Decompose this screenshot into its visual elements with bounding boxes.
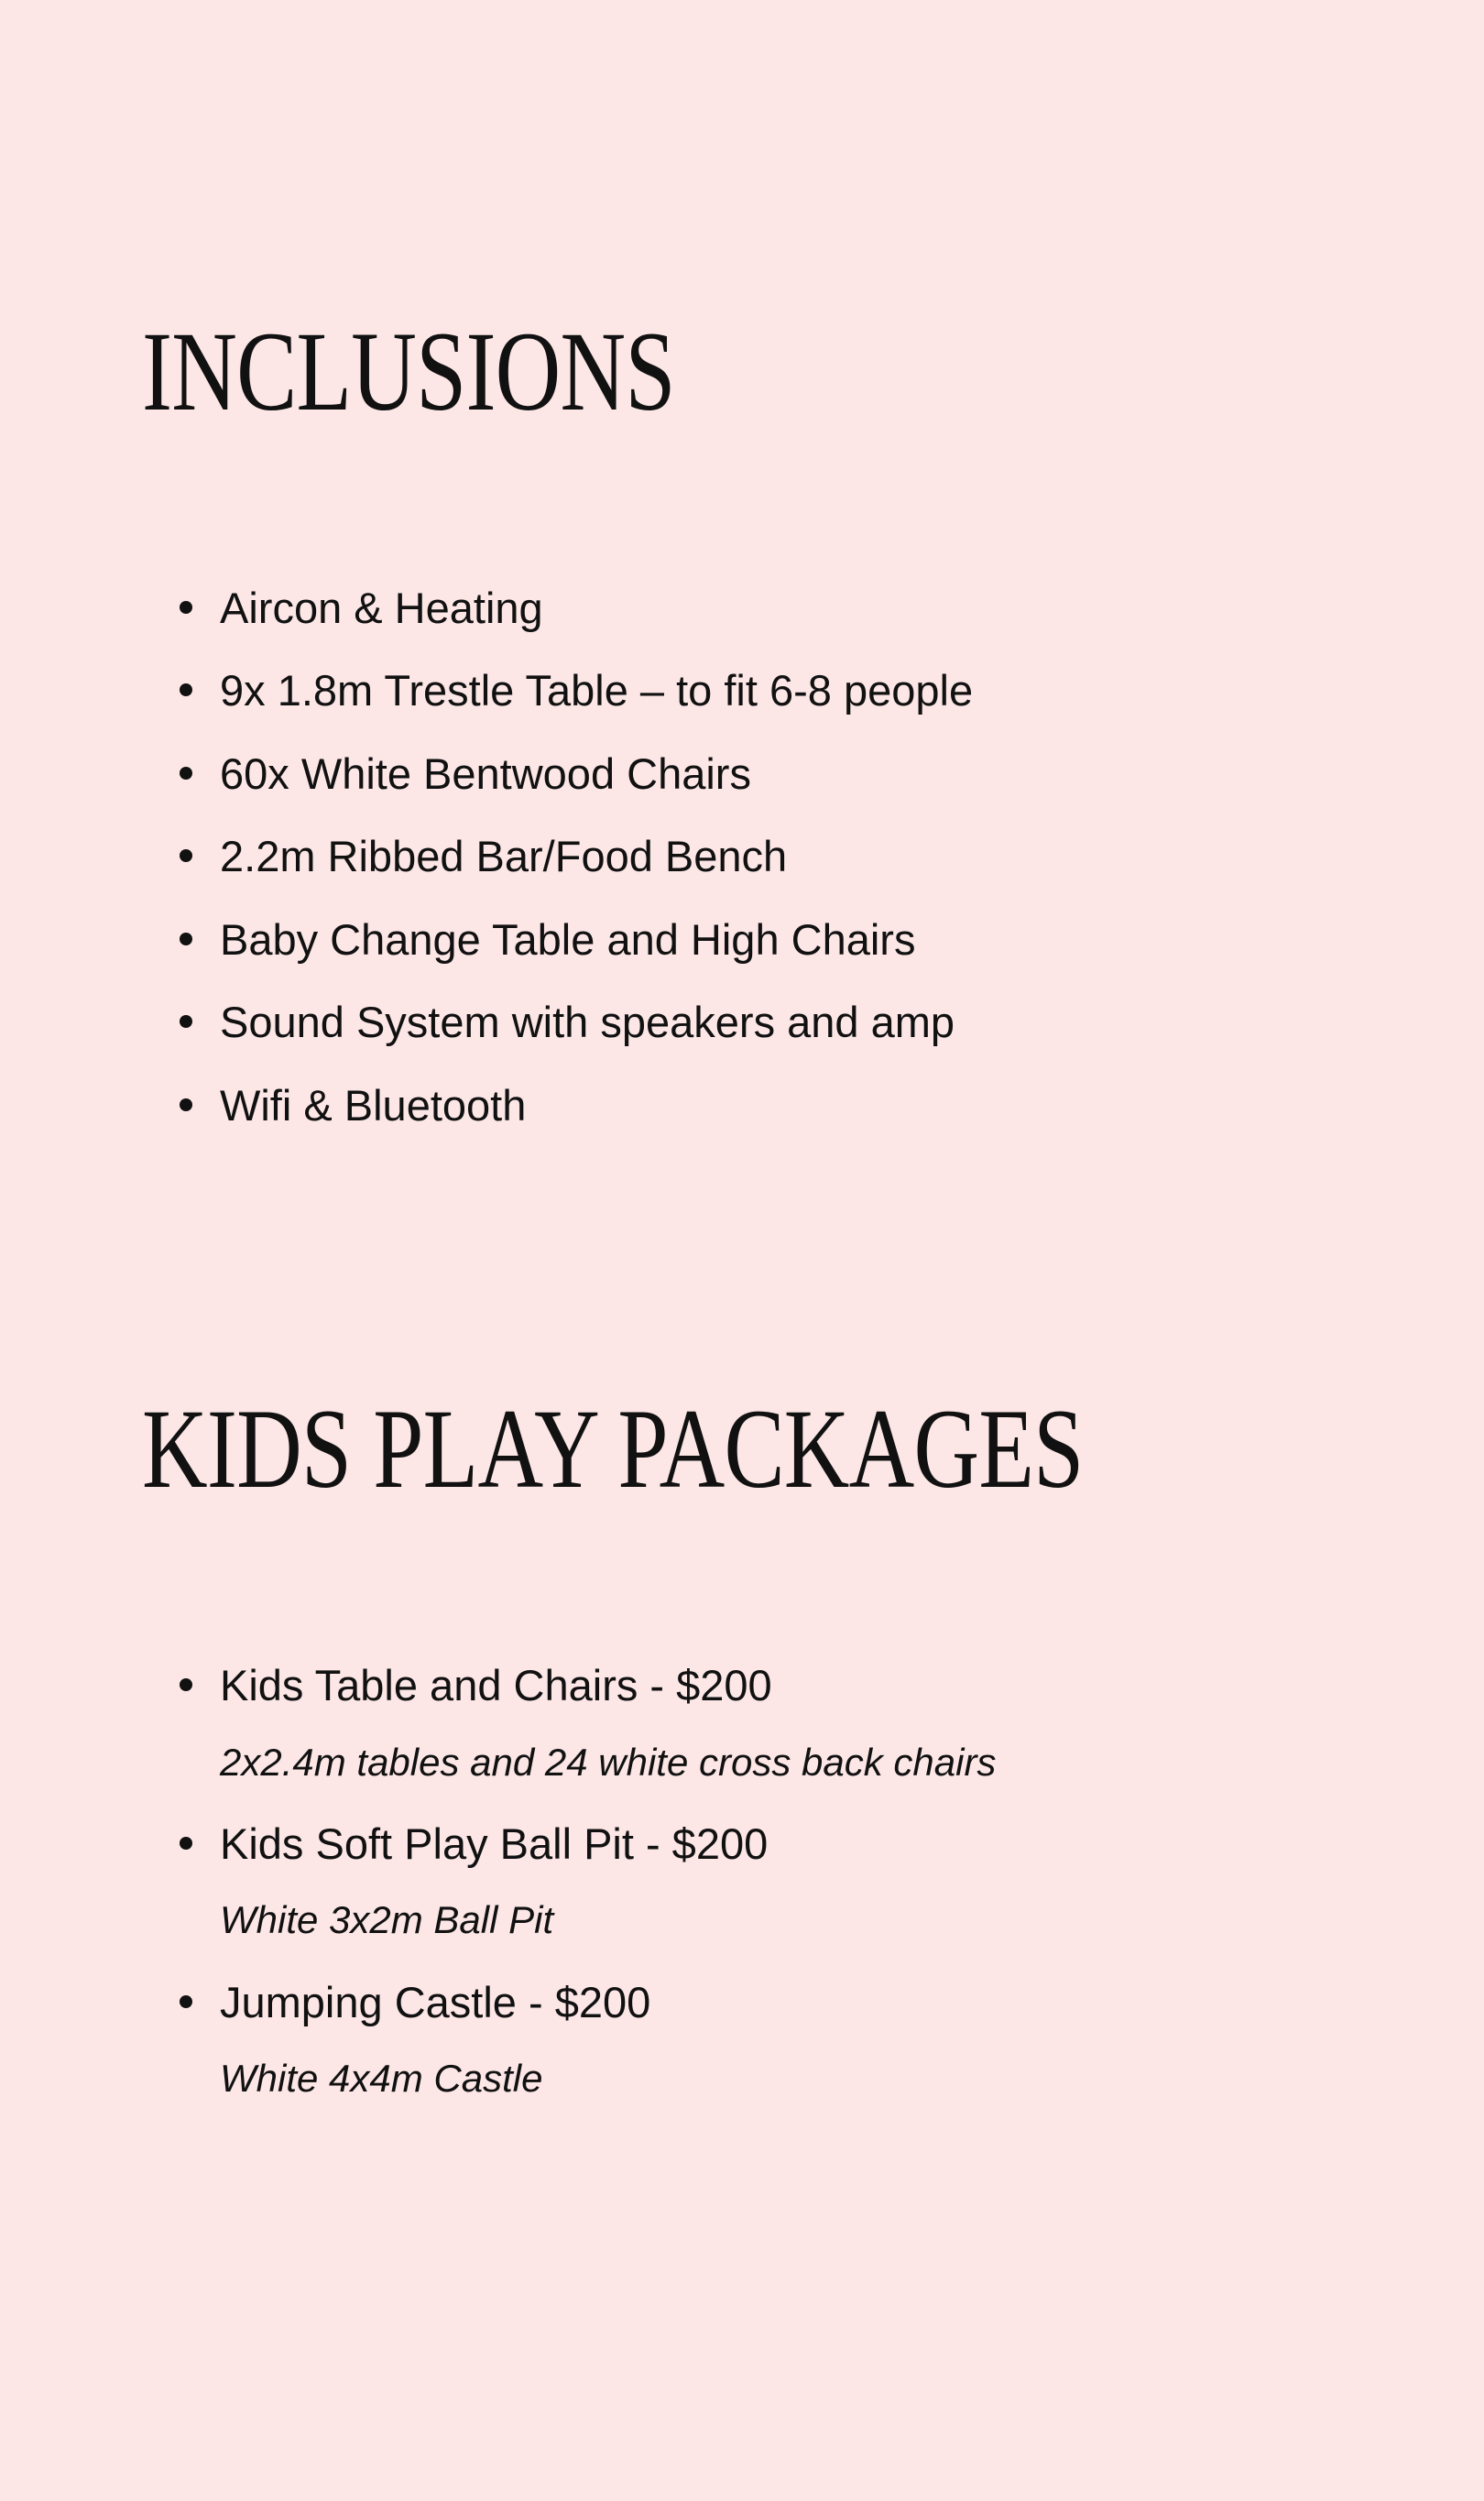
item-text: Aircon & Heating [220,584,543,632]
bullet-icon [180,1015,192,1028]
package-label: Kids Soft Play Ball Pit - $200 [220,1819,769,1868]
item-text: 9x 1.8m Trestle Table – to fit 6-8 people [220,666,974,715]
package-detail: White 3x2m Ball Pit [220,1898,554,1941]
bullet-icon [180,1995,192,2008]
bullet-icon [180,1678,192,1691]
bullet-icon [180,933,192,945]
package-label: Jumping Castle - $200 [220,1978,651,2026]
kids-packages-heading: KIDS PLAY PACKAGES [142,1386,1084,1512]
package-detail: 2x2.4m tables and 24 white cross back chairs [220,1741,997,1784]
item-text: 2.2m Ribbed Bar/Food Bench [220,832,788,880]
bullet-icon [180,767,192,780]
item-text: Sound System with speakers and amp [220,998,955,1046]
package-label: Kids Table and Chairs - $200 [220,1661,772,1709]
bullet-icon [180,601,192,614]
bullet-icon [180,849,192,862]
inclusions-heading: INCLUSIONS [142,309,675,434]
item-text: Baby Change Table and High Chairs [220,915,916,964]
bullet-icon [180,1098,192,1111]
bullet-icon [180,683,192,696]
bullet-icon [180,1837,192,1850]
package-detail: White 4x4m Castle [220,2057,543,2100]
item-text: Wifi & Bluetooth [220,1081,527,1130]
item-text: 60x White Bentwood Chairs [220,749,751,798]
